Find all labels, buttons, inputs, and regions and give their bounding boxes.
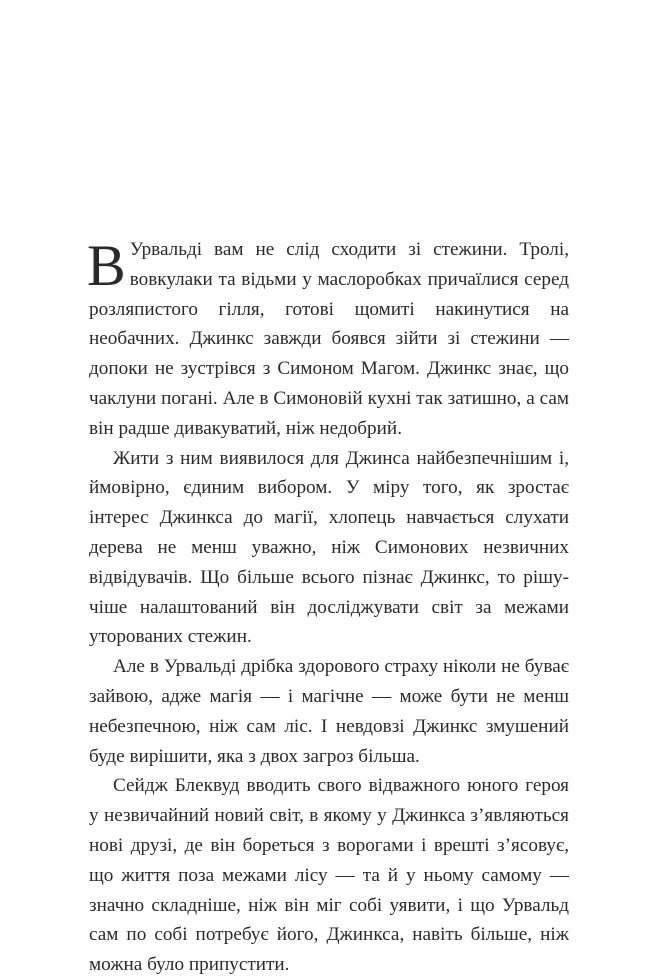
drop-cap: В — [87, 233, 126, 298]
paragraph-2: Жити з ним виявилося для Джинса найбезпечнішим і, ймовірно, єдиним вибором. У міру того, як зростає інтерес Джинкса до магії, хлопець навчається слухати дерева не менш уважно, ніж Симонових незвичних відвідувачів. Що більше всього пізнає Джинкс, то рішучіше налаштований він досліджувати світ за межами уторованих стежин. — [89, 447, 569, 648]
blurb-text — [89, 235, 569, 980]
paragraph-1-text: Урвальді вам не слід сходити зі стежини. Тролі, вовкулаки та відьми у маслоробках причаїлися серед розляпистого гілля, готові щомиті накинутися на необачних. Джинкс завжди боявся зійти зі стежини — допоки не зустрівся з Симоном Магом. Джинкс знає, що чаклуни погані. Але в Симоновій кухні так затишно, а сам він радше дивакуватий, ніж недобрий. — [89, 239, 569, 439]
paragraph-1 — [89, 235, 569, 444]
paragraph-4: Сейдж Блеквуд вводить свого відважного юного героя у незвичайний новий світ, в якому у Джинкса з’являються нові друзі, де він бореться з ворогами і врешті з’ясовує, що життя поза межами лісу — та й у ньому самому — значно складніше, ніж він міг собі уявити, і що Урвальд сам по собі потребує його, Джинкса, навіть більше, ніж можна було припустити. — [89, 775, 569, 976]
paragraph-3: Але в Урвальді дрібка здорового страху ніколи не буває зайвою, адже магія — і магічне — може бути не менш небезпечною, ніж сам ліс. І невдовзі Джинкс змушений буде вирішити, яка з двох загроз більша. — [89, 656, 569, 767]
